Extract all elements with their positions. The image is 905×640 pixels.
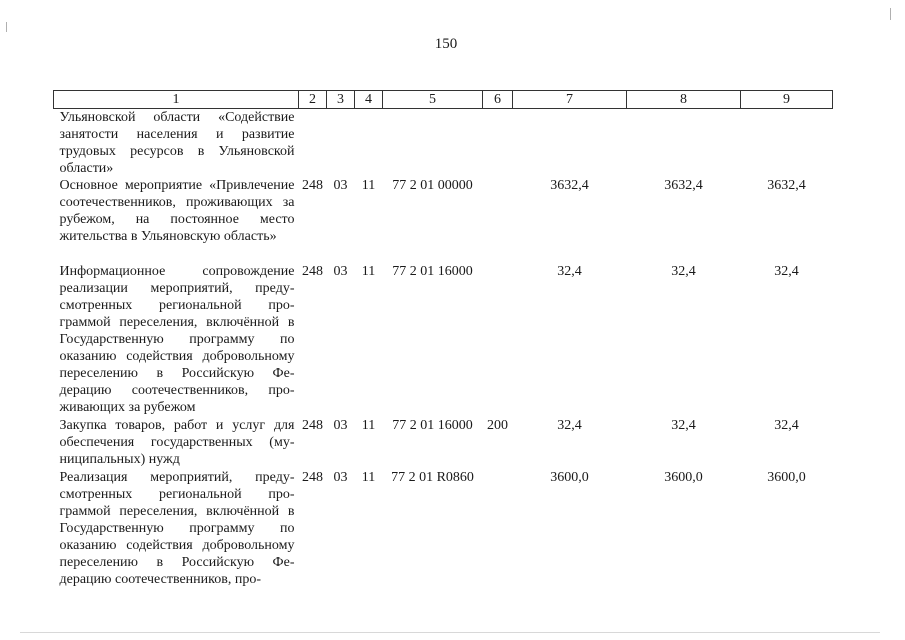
cell-subsection: 11 xyxy=(361,178,376,193)
header-cell: 1 xyxy=(54,91,299,109)
cell-amount-year3: 3632,4 xyxy=(767,178,806,193)
scan-edge-mark-bottom xyxy=(20,632,880,633)
table-row xyxy=(54,263,833,417)
cell-section: 03 xyxy=(333,418,348,433)
table-row xyxy=(54,109,833,178)
cell-target-article: 77 2 01 R0860 xyxy=(391,470,474,485)
cell-amount-year1: 32,4 xyxy=(557,418,582,433)
cell-amount-year1: 32,4 xyxy=(557,264,582,279)
cell-subsection xyxy=(355,109,383,178)
cell-section xyxy=(327,109,355,178)
cell-ministry xyxy=(299,109,327,178)
row-name: Закупка товаров, работ и услуг для обеспечения государственных (муниципальных) нужд xyxy=(59,418,295,467)
header-cell: 4 xyxy=(355,91,383,109)
page-number: 150 xyxy=(434,36,458,52)
cell-subsection: 11 xyxy=(361,264,376,279)
cell-amount-year2: 3632,4 xyxy=(664,178,703,193)
budget-table xyxy=(53,90,833,589)
cell-subsection: 11 xyxy=(361,418,376,433)
cell-target-article: 77 2 01 00000 xyxy=(392,178,473,193)
cell-section: 03 xyxy=(333,264,348,279)
table-row xyxy=(54,417,833,469)
cell-amount-year1: 3600,0 xyxy=(550,470,589,485)
cell-amount-year1 xyxy=(513,109,627,178)
cell-subsection: 11 xyxy=(361,470,376,485)
cell-amount-year3: 3600,0 xyxy=(767,470,806,485)
cell-ministry: 248 xyxy=(302,470,323,485)
cell-target-article: 77 2 01 16000 xyxy=(392,264,473,279)
cell-amount-year2 xyxy=(627,109,741,178)
row-name: Основное мероприятие «Привлечение соотечественников, проживающих за рубежом, на постоянное место жительства в Ульяновскую область» xyxy=(59,178,295,244)
header-cell: 7 xyxy=(513,91,627,109)
cell-expense-type: 200 xyxy=(487,418,508,433)
header-cell: 2 xyxy=(299,91,327,109)
cell-amount-year3: 32,4 xyxy=(774,418,799,433)
header-cell: 5 xyxy=(383,91,483,109)
row-name: Информационное сопровождение реализации мероприятий, предусмотренных региональной программой переселения, включённой в Государственную программу по оказанию содействия добровольному переселению в Российскую Федерацию соотечественников, проживающих за рубежом xyxy=(59,264,295,415)
header-cell: 6 xyxy=(483,91,513,109)
table-row xyxy=(54,177,833,263)
cell-amount-year1: 3632,4 xyxy=(550,178,589,193)
header-cell: 3 xyxy=(327,91,355,109)
cell-amount-year2: 32,4 xyxy=(671,264,696,279)
header-cell: 8 xyxy=(627,91,741,109)
scan-edge-mark-left xyxy=(6,22,7,32)
column-number-row xyxy=(54,91,833,109)
row-name: Ульяновской области «Содействие занятости населения и развитие трудовых ресурсов в Ульяновской области» xyxy=(59,110,295,176)
cell-ministry: 248 xyxy=(302,178,323,193)
cell-amount-year3: 32,4 xyxy=(774,264,799,279)
cell-amount-year2: 32,4 xyxy=(671,418,696,433)
row-name: Реализация мероприятий, предусмотренных региональной программой переселения, включённой в Государственную программу по оказанию содействия добровольному переселению в Российскую Федерацию соотечественников, про- xyxy=(59,470,295,587)
cell-ministry: 248 xyxy=(302,418,323,433)
cell-expense-type xyxy=(483,109,513,178)
cell-amount-year2: 3600,0 xyxy=(664,470,703,485)
cell-target-article xyxy=(383,109,483,178)
cell-section: 03 xyxy=(333,470,348,485)
cell-expense-type xyxy=(483,177,513,263)
cell-target-article: 77 2 01 16000 xyxy=(392,418,473,433)
header-cell: 9 xyxy=(741,91,833,109)
cell-ministry: 248 xyxy=(302,264,323,279)
table-row xyxy=(54,469,833,589)
cell-expense-type xyxy=(483,263,513,417)
cell-amount-year3 xyxy=(741,109,833,178)
cell-expense-type xyxy=(483,469,513,589)
cell-section: 03 xyxy=(333,178,348,193)
scan-edge-mark-top-right xyxy=(890,8,891,20)
